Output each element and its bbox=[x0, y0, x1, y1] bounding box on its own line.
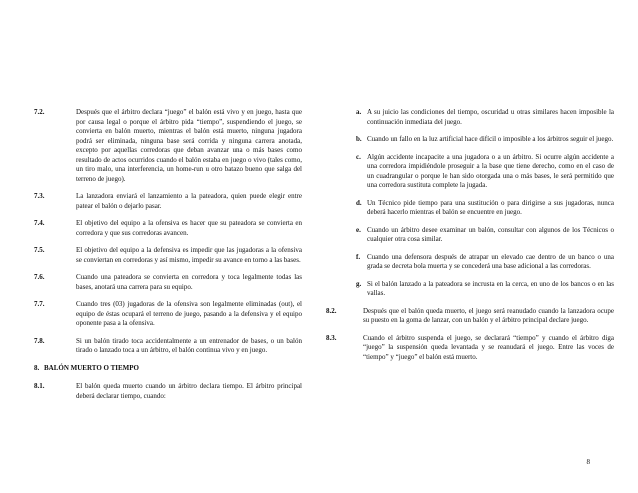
clause-number: 7.2. bbox=[34, 108, 45, 116]
clause-7-6 bbox=[34, 273, 302, 292]
clause-7-7 bbox=[34, 300, 302, 329]
clause-8-1 bbox=[34, 382, 302, 401]
sub-item-letter: e. bbox=[356, 225, 361, 234]
sub-item-letter: f. bbox=[356, 252, 361, 261]
clause-number: 8.3. bbox=[326, 333, 337, 342]
right-column bbox=[326, 108, 614, 370]
sub-item-letter: d. bbox=[356, 198, 362, 207]
sub-item-letter: a. bbox=[356, 108, 362, 116]
section-title: BALÓN MUERTO O TIEMPO bbox=[44, 363, 139, 372]
clause-text: El balón queda muerto cuando un árbitro declara tiempo. El árbitro principal deberá declarar tiempo, cuando: bbox=[76, 382, 302, 400]
clause-7-3 bbox=[34, 192, 302, 211]
sub-item-text: Algún accidente incapacite a una jugadora o a un árbitro. Si ocurre algún accidente a una corredora impidiéndole proseguir a la base que tiene derecho, como en el caso de un cuadrangular o porque le han sido otorgada una o más bases, le será permitido que una corredora sustituta complete la jugada. bbox=[367, 152, 614, 189]
clause-7-5 bbox=[34, 246, 302, 265]
clause-text: Después que el árbitro declara “juego” el balón está vivo y en juego, hasta que por causa legal o porque el árbitro pida “tiempo”, suspendiendo el juego, se convierta en balón muerto, mientras el balón está muerto, ninguna jugadora podrá ser eliminada, ninguna base será corrida y ninguna carrera anotada, excepto por aquellas corredoras que deban avanzar una o más bases como resultado de actos ocurridos cuando el balón estaba en juego o vivo (tales como, un tiro malo, una interferencia, un home-run u otro batazo bueno que salga del terreno de juego). bbox=[76, 108, 302, 183]
clause-number: 8.1. bbox=[34, 382, 45, 390]
clause-number: 7.6. bbox=[34, 273, 45, 281]
left-column bbox=[34, 108, 302, 409]
sub-item-text: Cuando una defensora después de atrapar un elevado cae dentro de un banco o una grada se decreta bola muerta y se concederá una base adicional a las corredoras. bbox=[367, 252, 614, 270]
clause-text: Cuando una pateadora se convierta en corredora y toca legalmente todas las bases, anotará una carrera para su equipo. bbox=[76, 273, 302, 291]
clause-text: Cuando el árbitro suspenda el juego, se declarará “tiempo” y cuando el árbitro diga “juego” la suspensión queda levantada y se reanudará el juego. Entre las voces de “tiempo” y “juego” el balón está muerto. bbox=[363, 333, 614, 361]
sub-item-letter: c. bbox=[356, 152, 361, 161]
section-heading bbox=[34, 364, 302, 374]
clause-number: 7.4. bbox=[34, 219, 45, 227]
clause-number: 7.3. bbox=[34, 192, 45, 200]
clause-text: Si un balón tirado toca accidentalmente a un entrenador de bases, o un balón tirado o lanzado toca a un árbitro, el balón continua vivo y en juego. bbox=[76, 336, 302, 354]
sub-item-f bbox=[356, 253, 614, 272]
sub-item-letter: g. bbox=[356, 279, 362, 288]
clause-text: La lanzadora enviará el lanzamiento a la pateadora, quien puede elegir entre patear el balón o dejarlo pasar. bbox=[76, 192, 302, 210]
clause-number: 8.2. bbox=[326, 306, 337, 315]
sub-item-a bbox=[356, 108, 614, 127]
sub-item-b bbox=[356, 135, 614, 145]
sub-item-letter: b. bbox=[356, 135, 362, 143]
clause-text: El objetivo del equipo a la ofensiva es hacer que su pateadora se convierta en corredora y que sus corredoras avancen. bbox=[76, 219, 302, 237]
clause-7-8 bbox=[34, 337, 302, 356]
sub-item-text: Un Técnico pide tiempo para una sustitución o para dirigirse a sus jugadoras, nunca deberá hacerlo mientras el balón se encuentre en juego. bbox=[367, 198, 614, 216]
clause-number: 7.5. bbox=[34, 246, 45, 254]
clause-text: Cuando tres (03) jugadoras de la ofensiva son legalmente eliminadas (out), el equipo de éstas ocupará el terreno de juego, pasando a la defensiva y el equipo oponente pasa a la ofensiva. bbox=[76, 300, 302, 327]
sub-item-text: Cuando un fallo en la luz artificial hace difícil o imposible a los árbitros seguir el juego. bbox=[367, 135, 614, 143]
clause-8-2 bbox=[326, 307, 614, 326]
clause-number: 7.8. bbox=[34, 336, 45, 345]
sub-item-d bbox=[356, 199, 614, 218]
sub-item-e bbox=[356, 226, 614, 245]
clause-text: El objetivo del equipo a la defensiva es impedir que las jugadoras a la ofensiva se conviertan en corredoras y así mismo, impedir su avance en torno a las bases. bbox=[76, 246, 302, 264]
page-number: 8 bbox=[586, 458, 590, 466]
sub-item-text: Cuando un árbitro desee examinar un balón, consultar con algunos de los Técnicos o cualquier otra cosa similar. bbox=[367, 225, 614, 243]
clause-8-3 bbox=[326, 334, 614, 363]
sub-item-text: Si el balón lanzado a la pateadora se incrusta en la cerca, en uno de los bancos o en las vallas. bbox=[367, 279, 614, 297]
clause-7-4 bbox=[34, 219, 302, 238]
section-number: 8. bbox=[34, 363, 40, 372]
clause-text: Después que el balón queda muerto, el juego será reanudado cuando la lanzadora ocupe su puesto en la goma de lanzar, con un balón y el árbitro principal declare juego. bbox=[363, 306, 614, 324]
sub-item-g bbox=[356, 280, 614, 299]
clause-number: 7.7. bbox=[34, 300, 45, 308]
sub-item-c bbox=[356, 153, 614, 191]
clause-7-2 bbox=[34, 108, 302, 184]
sub-item-text: A su juicio las condiciones del tiempo, oscuridad u otras similares hacen imposible la continuación inmediata del juego. bbox=[367, 108, 614, 126]
